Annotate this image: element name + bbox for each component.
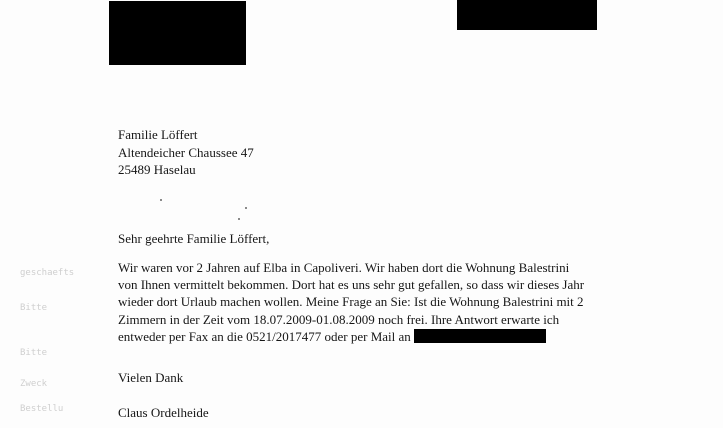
redaction-block-email: [414, 329, 546, 343]
show-through-artifact: Bestellu: [20, 404, 64, 414]
show-through-artifact: Bitte: [20, 348, 48, 358]
body-line: Zimmern in der Zeit vom 18.07.2009-01.08.2009 noch frei. Ihre Antwort erwarte ich: [118, 311, 560, 327]
letter-body: [118, 259, 638, 345]
address-city: 25489 Haselau: [118, 162, 196, 177]
body-line: von Ihnen vermittelt bekommen. Dort hat es uns sehr gut gefallen, so dass wir dieses Jahr: [118, 277, 585, 293]
salutation: Sehr geehrte Familie Löffert,: [118, 231, 270, 246]
speck: [160, 199, 162, 201]
body-line-text: entweder per Fax an die 0521/2017477 oder per Mail an: [118, 328, 411, 344]
recipient-address: [118, 126, 254, 179]
redaction-block-sender: [109, 1, 246, 65]
show-through-artifact: geschaefts: [20, 268, 75, 278]
address-street: Altendeicher Chaussee 47: [118, 144, 254, 160]
show-through-artifact: Bitte: [20, 303, 48, 313]
redaction-block-date: [457, 0, 597, 30]
speck: [238, 218, 240, 220]
address-name: Familie Löffert: [118, 127, 198, 142]
speck: [245, 207, 247, 209]
signature: Claus Ordelheide: [118, 405, 209, 420]
body-line: Wir waren vor 2 Jahren auf Elba in Capoliveri. Wir haben dort die Wohnung Balestrini: [118, 260, 570, 275]
closing: Vielen Dank: [118, 370, 184, 385]
body-line-last: [118, 328, 638, 345]
body-line: wieder dort Urlaub machen wollen. Meine Frage an Sie: Ist die Wohnung Balestrini mit 2: [118, 294, 584, 310]
show-through-artifact: Zweck: [20, 379, 48, 389]
